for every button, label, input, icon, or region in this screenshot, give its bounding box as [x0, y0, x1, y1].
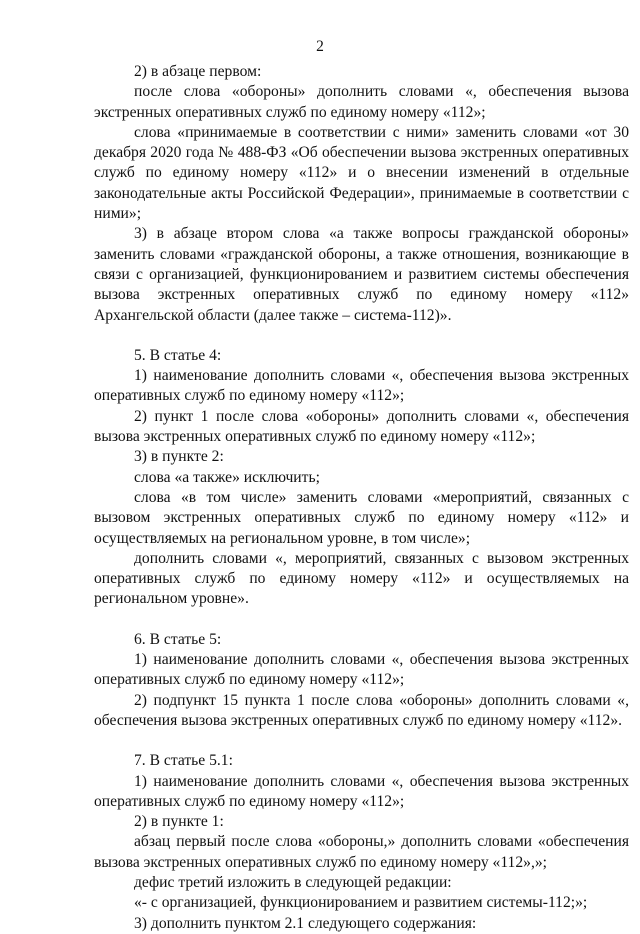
section-gap [94, 731, 629, 751]
paragraph: 1) наименование дополнить словами «, обеспечения вызова экстренных оперативных служб по единому номеру «112»; [94, 772, 629, 810]
section-heading: 7. В статье 5.1: [134, 752, 233, 770]
section-heading: 6. В статье 5: [134, 630, 222, 648]
paragraph: «- с организацией, функционированием и развитием системы-112;»; [134, 894, 588, 912]
paragraph: 1) наименование дополнить словами «, обеспечения вызова экстренных оперативных служб по единому номеру «112»; [94, 367, 629, 405]
paragraph: дефис третий изложить в следующей редакции: [134, 873, 452, 891]
paragraph: 3) в пункте 2: [134, 448, 224, 466]
paragraph: абзац первый после слова «обороны,» дополнить словами «обеспечения вызова экстренных оперативных служб по единому номеру «112»,»; [94, 833, 629, 871]
paragraph: слова «в том числе» заменить словами «мероприятий, связанных с вызовом экстренных оперативных служб по единому номеру «112» и осуществляемых на региональном уровне, в том числе»; [94, 488, 629, 547]
paragraph: 2) пункт 1 после слова «обороны» дополнить словами «, обеспечения вызова экстренных оперативных служб по единому номеру «112»; [94, 407, 629, 446]
document-body [94, 62, 629, 934]
paragraph: слова «принимаемые в соответствии с ними» заменить словами «от 30 декабря 2020 года № 488-ФЗ «Об обеспечении вызова экстренных оперативных служб по единому номеру «112» и о внесении изменений в отдельные законодательные акты Российской Федерации», принимаемые в соответствии с ними»; [94, 123, 629, 223]
paragraph: после слова «обороны» дополнить словами «, обеспечения вызова экстренных оперативных служб по единому номеру «112»; [94, 83, 629, 121]
paragraph: 1) наименование дополнить словами «, обеспечения вызова экстренных оперативных служб по единому номеру «112»; [94, 651, 629, 689]
paragraph: 2) в абзаце первом: [134, 63, 262, 80]
paragraph: 3) дополнить пунктом 2.1 следующего содержания: [134, 914, 477, 932]
paragraph: 3) в абзаце втором слова «а также вопросы гражданской обороны» заменить словами «гражданской обороны, а также отношения, возникающие в связи с организацией, функционированием и развитием системы обеспечения вызова экстренных оперативных служб по единому номеру «112» Архангельской области (далее также – система-112)». [94, 225, 629, 324]
paragraph: слова «а также» исключить; [134, 468, 320, 486]
section-gap [94, 610, 629, 630]
section-gap [94, 326, 629, 346]
paragraph: дополнить словами «, мероприятий, связанных с вызовом экстренных оперативных служб по единому номеру «112» и осуществляемых на региональном уровне». [94, 549, 629, 608]
page-number: 2 [316, 38, 324, 55]
paragraph: 2) подпункт 15 пункта 1 после слова «обороны» дополнить словами «, обеспечения вызова экстренных оперативных служб по единому номеру «112». [94, 691, 629, 729]
section-heading: 5. В статье 4: [134, 346, 222, 364]
paragraph: 2) в пункте 1: [134, 813, 224, 831]
